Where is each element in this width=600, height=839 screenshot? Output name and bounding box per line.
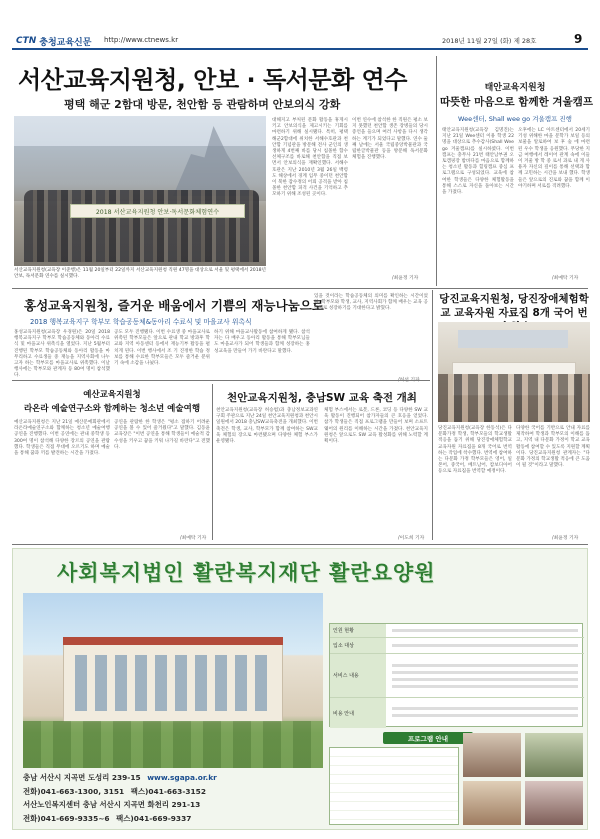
lead-photo [14,116,266,266]
camp-title: 따뜻한 마음으로 함께한 겨울캠프 [440,96,593,108]
divider-vertical [436,56,437,286]
divider-horizontal [12,288,588,289]
cheonan-col-2: 체험 부스에서는 로봇, 드론, 코딩 등 다양한 SW 교육 활동이 진행되어 참가자들의 큰 호응을 얻었다. 참가 학생들은 직접 프로그램을 만들어 보며 소프트웨어의 원리를 이해하는 시간을 가졌다. 천안교육지원청은 앞으로도 SW 교육 활성화를 위해 노력할 계획이다. [324,408,428,445]
hongseong-title: 홍성교육지원청, 즐거운 배움에서 기쁨의 재능나눔으로 [24,298,324,313]
camp-kicker: 태안교육지원청 [484,83,546,93]
lead-banner: 2018 서산교육지원청 안보·독서문화체험연수 [70,204,245,218]
ad-info-table [329,623,583,727]
cheonan-title: 천안교육지원청, 충남SW 교육 축전 개최 [227,392,417,404]
ad-box [12,548,588,830]
divider-vertical [212,384,213,540]
camp-byline: /최예탁 기자 [552,276,579,281]
camp-col-2: 오후에는 LC 아트센터에서 20세기 기성 위해한 마을 문학가 보일 등의 보물을 알로하여 보 후 숲 에 마련 된 우수 학생을 응원했다. 무당한 지금 여행에서 레이어 관계 속에 이들이 겨울 방 학 중 로서 과로 내 게 사용자 자신의 깊이를 통해 선택과 함께 고민하는 시간을 보내 했다. 학생들은 앞으로의 진로와 꿈을 함께 이야기하며 서로를 격려했다. [518,128,590,189]
masthead-date: 2018년 11월 27일 (화) 제 28호 [442,37,537,45]
ad-program-title: 프로그램 안내 [383,732,473,744]
logo [16,34,91,48]
right-col-byline: /최윤정 기자 [552,536,579,541]
ad-website[interactable]: www.sgapa.or.kr [147,773,217,782]
ad-table-row: 비용 안내 [330,698,584,728]
lead-byline: /최윤정 기자 [392,276,419,281]
cheonan-col-1: 천안교육지원청(교육장 허승범)과 충남정보교과연구회 주관으로 지난 24일 천안교육지원청과 천안시 일원에서 2018 충남SW교육축전을 개최했다. 이번 축전은 학생, 교사, 학부모가 함께 참여하는 SW교육 체험의 장으로 마련됐으며 다양한 체험 부스가 운영됐다. [216,408,318,445]
dangjin-col-1: 당진교육지원청(교육장 한동석)은 다문화가정 학생, 학부모들의 학교생활 적응을 돕기 위해 당진장애체험학교 교육자원 자료집을 8개 국어로 번역하는 작업에 착수했다. 번역에 참여하는 다문화 가정 학부모들은 영어, 일본어, 중국어, 베트남어, 캄보디아어 등으로 자료집을 번역할 예정이다. [438,426,512,475]
lead-col-3: 이번 연수에 참석한 한 직원은 평소 보지 못했던 천안함 생존 장병들의 당시 증언을 들으며 여러 사항을 다시 생각하는 계기가 되었다고 말했다. 연수 둘째 날에는 서울 국립중앙박물관과 국립한글박물관 등을 방문해 독서문화 체험을 진행했다. [352,118,428,161]
ad-contact [23,771,323,827]
masthead-rule [12,48,588,50]
masthead-url[interactable]: http://www.ctnews.kr [104,36,179,44]
dangjin-photo [438,322,590,422]
lead-title: 서산교육지원청, 안보 · 독서문화 연수 [18,66,407,94]
hongseong-col-1: 홍성교육지원청(교육장 우경원)은 20일 2018 행복교육지구 학부모 학습공동체와 동아리 수료식 및 마을교사 위촉식을 열었다. 지난 5월부터 진행된 학부모 학습공동체와 동아리 활동을 마무리하고 수료생들 중 재능을 지역사회에 나누고자 하는 학부모를 마을교사로 위촉했다. 이날 행사에는 학부모와 관계자 등 80여 명이 참석했다. [14,330,110,379]
hongseong-col-2: 공도 모두 진행됐다. 이번 수료생 중 마을교사로 위촉된 학부모들은 앞으로 관내 학교 방과후 학교와 지역 아동센터 등에서 재능기부 활동을 펼치게 된다. 이번 행사에서 조 기 진정한 학습 정보를 통해 수료한 학부모들은 모두 즐거운 분위기 속에 소감을 나눴다. [114,330,210,367]
camp-subtitle: Wee센터, Shall wee go 겨울캠프 진행 [458,115,572,123]
dangjin-title: 당진교육지원청, 당진장애체험학교 교육자원 자료집 8개 국어 번 [439,293,589,319]
camp-col-1: 태안교육지원청(교육장 김명진)는 지난 21일 Wee센터 이용 학생 22명을 대상으로 추수감사(Shall Wee go 겨울캠프)를 실시하였다. 이번 캠프는 충무사 21번 태안남부권 오토캠핑장 밤바다를 마음으로 함께하는 청소년 활동과 힐링캠프 중심 프로그램으로 구성되었다. 교육에 참여한 학생들은 다양한 체험활동을 통해 스스로 자신을 돌아보는 시간을 가졌다. [442,128,514,196]
ad-table-row: 인원 현황 [330,624,584,638]
ad-phone-2: 전화)041-669-9335~6 [23,813,110,823]
yesan-col-1: 예산교육지원청은 지난 21일 예산문예회관에서 라온라예술연구소와 함께하는 청소년 예술여행 공연을 진행했다. 이번 공연에는 관내 중학생 등 300여 명이 참석해 다양한 장르의 공연을 관람했다. 학생들은 직접 무대에 오르기도 하며 예술을 통해 꿈과 끼를 발견하는 시간을 가졌다. [14,420,110,457]
ad-title: 사회복지법인 활란복지재단 활란요양원 [57,561,436,585]
ad-phone-1: 전화)041-663-1300, 3151 [23,786,125,796]
lead-col-2: 대해지고 부처된 문화 활동을 휴게시키고 안보의식을 제고시키는 기회를 마련하기 위해 실시됐다. 특히, 평택 해군2함대에 위치한 서해수호관과 천안함 기념관을 방문해 전사 군인의 생생하게 4번째 바를 당시 침몰한 함수선체구조를 바로해 천안함을 직접 보면서 안보의식을 재확인했다. 서해수호관은 지난 2010년 3월 26일 백령도 해상에서 경계 임무 중이던 천안함이 북한 잠수정의 어뢰 공격을 받아 침몰한 천안함 피격 사건을 기억하고 추모하기 위해 조성된 곳이다. [272,118,348,198]
hongseong-col-4: 있을 것이라는 학습공동체의 의미를 확인하는 시간이었다. 학부모와 학생, 교사, 지역사회가 함께 배우는 교육 공동체로 성장하기를 기대한다고 밝혔다. [314,294,428,312]
masthead [12,10,588,50]
lead-caption: 서산교육지원청(교육장 이준행)은 11월 20일부터 22일까지 서산교육지원청 직원 47명을 대상으로 서울 및 평택에서 2018년 안보, 독서문화 연수를 실시했다. [14,268,266,280]
logo-text: 충청교육신문 [39,37,92,48]
ad-table-row: 서비스 내용 [330,654,584,698]
lead-subtitle: 평택 해군 2함대 방문, 천안함 등 관람하며 안보의식 강화 [64,98,341,111]
group-of-people [24,190,259,262]
ad-table-row: 입소 대상 [330,638,584,654]
dangjin-col-2: 다양한 국어를 기반으로 안내 자료를 제작하여 학생과 학부모의 이해를 돕고, 지역 내 다문화 가정이 학교 교육활동에 참여할 수 있도록 지원할 계획이다. 당진교육지원청 관계자는 "다문화 가정의 학교생활 적응에 큰 도움이 될 것"이라고 말했다. [516,426,590,469]
yesan-byline: /최예탁 기자 [180,536,207,541]
logo-mark: CTN [16,36,37,46]
ad-activity-photos [463,733,583,825]
hongseong-col-3: 하기 위해 마을교사활동에 참여하게 됐다. 참석자는 다 배우고 동아리 활동을 통해 학부모님들도 마을교사가 되어 학생들과 함께 성장하는 홍성교육을 만들어 가기 바란다고 말했다. [214,330,310,354]
ad-program-table [329,747,459,825]
divider-horizontal [12,380,430,381]
yesan-title: 라온라 예술연구소와 함께하는 청소년 예술여행 [23,404,201,414]
ad-address-2: 서산노인복지센터 충남 서산시 지곡면 화천리 291-13 [23,800,201,809]
cheonan-byline: /이도희 기자 [398,536,425,541]
yesan-col-2: 공연을 관람한 한 학생은 "평소 접하기 어려운 공연을 볼 수 있어 즐거웠다"고 말했다. 김동윤 교육장은 "이번 공연을 통해 학생들이 예술적 감수성을 키우고 꿈을 키워 나가길 바란다"고 전했다. [114,420,210,450]
hongseong-subtitle: 2018 행복교육지구 학부모 학습공동체&동아리 수료식 및 마을교사 위촉식 [30,318,252,326]
page-number: 9 [574,32,583,46]
ad-building-photo [23,593,323,768]
yesan-kicker: 예산교육지원청 [83,390,141,400]
ad-fax-2: 팩스)041-669-9337 [116,813,192,823]
divider-horizontal [12,544,588,545]
ad-address-1: 충남 서산시 지곡면 도성리 239-15 [23,773,141,782]
ad-fax-1: 팩스)041-663-3152 [130,786,206,796]
divider-vertical [432,290,433,540]
